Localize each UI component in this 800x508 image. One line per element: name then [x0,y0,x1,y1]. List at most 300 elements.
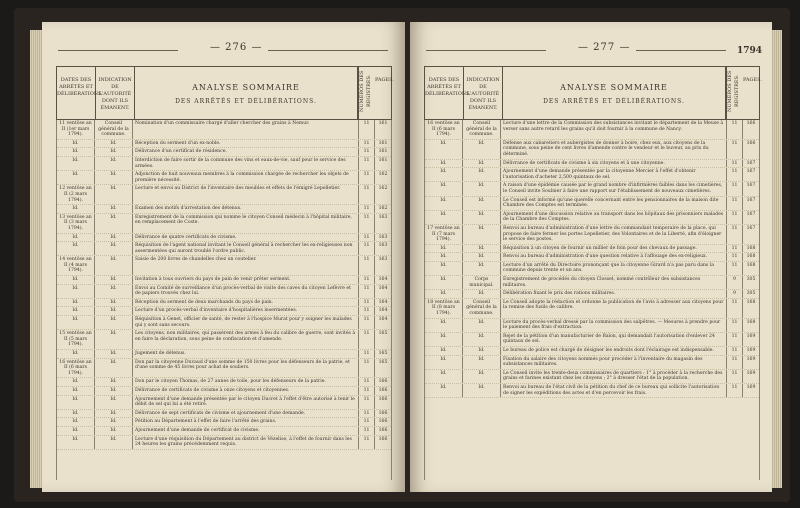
row-date: Id. [425,211,463,224]
row-date: Id. [57,140,95,148]
header-pages: PAGES. [375,77,394,83]
table-row [57,120,391,140]
row-page: 168 [746,254,756,260]
row-analysis: Défense aux cabaretiers et aubergistes de donner à boire, chez eux, aux citoyens de la commune, sous peine de cent livres d'amende contre le vendeur et le buveur, au prix du déterminé. [501,140,727,159]
row-page: 164 [378,285,388,291]
table-row [57,214,391,234]
row-page: 167 [746,183,756,189]
row-date: Id. [425,253,463,261]
row-date: Id. [57,387,95,395]
row-register: 11 [359,276,375,284]
row-analysis: Invitation à tous ouvriers du pays de pain de venir prêter serment. [133,276,359,284]
row-authority: Id. [463,225,501,244]
row-analysis: Réquisition à un citoyen de fournir un millier de foin pour des chevaux de passage. [501,245,727,253]
row-authority: Id. [463,347,501,355]
row-register: 11 [727,347,743,355]
row-register: 11 [727,299,743,318]
row-page: 162 [378,172,388,178]
row-authority: Id. [463,319,501,332]
page-number: — 277 — [578,42,631,53]
row-date: Id. [425,168,463,181]
row-page: 164 [378,317,388,323]
row-date: Id. [57,396,95,409]
row-analysis: Examen des motifs d'arrestation des détenus. [133,205,359,213]
table-row [425,347,759,356]
row-date: 14 ventôse an II (4 mars 1794). [57,256,95,275]
row-date: 12 ventôse an II (2 mars 1794). [57,185,95,204]
row-register: 11 [359,171,375,184]
row-authority: Id. [95,316,133,329]
row-analysis: Réquisition de l'agent national invitant le Conseil général à rechercher les ex-religieuses non assermentées qui auront troublé l'ordre public. [133,242,359,255]
row-analysis: Lecture d'une réquisition du Département au district de Vézelise, à l'effet de fournir dans les 24 heures les grains précédemment requis. [133,436,359,449]
row-date: Id. [425,160,463,168]
row-page: 305 [746,277,756,283]
table-row [57,396,391,410]
row-register: 9 [727,290,743,298]
row-analysis: Ajournement d'une discussion relative au transport dans les hôpitaux des prisonniers malades de la Chambre des Comptes. [501,211,727,224]
table-row [425,211,759,225]
row-page: 167 [746,197,756,203]
row-date: Id. [57,418,95,426]
row-page: 169 [746,348,756,353]
table-row [57,307,391,316]
table-row [425,370,759,384]
row-register: 11 [727,333,743,346]
row-page: 161 [378,157,388,163]
row-register: 11 [727,319,743,332]
row-register: 11 [359,410,375,418]
row-analysis: Les citoyens, non militaires, qui passèrent des armes à feu du calibre de guerre, sont invités à en faire la déclaration, sous peine de confiscation et d'amende. [133,330,359,349]
page-number: — 276 — [210,42,263,53]
row-authority: Conseil général de la commune. [463,299,501,318]
row-page: 166 [378,379,388,385]
left-page [42,22,405,492]
row-analysis: Interdiction de faire sortir de la commune des vins et eaux-de-vie, sauf pour le service des armées. [133,157,359,170]
row-page: 169 [746,370,756,376]
row-page: 163 [378,257,388,263]
row-analysis: Le Conseil est informé qu'une querelle concernant entre les pensionnaires de la maison dite Chambre des Comptes est terminée. [501,197,727,210]
row-analysis: Renvoi au bureau d'administration d'une question relative à l'affouage des ex-religieux. [501,253,727,261]
row-analysis: Rejet de la pétition d'un manufacturier de Baïon, qui demandait l'autorisation d'enlever 24 quintaux de sel. [501,333,727,346]
row-register: 11 [359,234,375,242]
row-analysis: Lecture et envoi au District de l'inventaire des meubles et effets de l'émigré Lepelletier. [133,185,359,204]
row-register: 11 [359,256,375,275]
row-register: 11 [359,205,375,213]
row-authority: Id. [95,171,133,184]
row-date: Id. [425,182,463,195]
row-date: Id. [57,307,95,315]
row-analysis: Renvoi au bureau d'administration d'une lettre du commandant temporaire de la place, qui propose de faire fermer les portes Lepelletier, des Volontaires et de la Liberté, afin d'éloigner le service des postes. [501,225,727,244]
row-date: 13 ventôse an II (3 mars 1794). [57,214,95,233]
header-analyse-title: ANALYSE SOMMAIRE [192,83,300,92]
row-register: 11 [727,245,743,253]
row-register: 11 [727,370,743,383]
row-page: 161 [378,140,388,146]
row-page: 164 [378,299,388,305]
row-authority: Id. [463,197,501,210]
table-row [57,316,391,330]
row-page: 163 [378,243,388,249]
row-authority: Id. [463,290,501,298]
row-authority: Id. [463,168,501,181]
table-row [57,359,391,379]
table-row [57,330,391,350]
row-page: 169 [746,356,756,362]
table-row [425,197,759,211]
table-row [57,387,391,396]
row-authority: Id. [463,356,501,369]
row-date: Id. [57,436,95,449]
row-analysis: Envoi au Comité de surveillance d'un procès-verbal de visite des caves du citoyen Lefèvre et de papiers trouvés chez lui. [133,285,359,298]
row-register: 11 [359,148,375,156]
table-header [424,66,760,120]
row-date: Id. [425,290,463,298]
table-row [425,319,759,333]
row-date: 17 ventôse an II (7 mars 1794). [425,225,463,244]
row-analysis: Lecture d'un procès-verbal d'inventaire d'hospitalières insermentées. [133,307,359,315]
row-authority: Id. [95,387,133,395]
row-date: Id. [57,205,95,213]
table-row [57,242,391,256]
row-authority: Id. [95,185,133,204]
row-analysis: Ajournement d'une demande de certificat de civisme. [133,427,359,435]
row-authority: Id. [95,299,133,307]
row-page: 166 [746,121,756,126]
row-page: 167 [746,225,756,231]
table-row [57,185,391,205]
row-authority: Id. [463,160,501,168]
row-register: 11 [727,262,743,275]
header-analyse-sub: DES ARRÊTÉS ET DÉLIBÉRATIONS. [543,98,685,105]
header-dates: DATES DES ARRÊTÉS ET DÉLIBÉRATIONS. [57,67,96,119]
row-register: 11 [727,253,743,261]
header-analyse-sub: DES ARRÊTÉS ET DÉLIBÉRATIONS. [175,98,317,105]
row-date: Id. [425,276,463,289]
row-register: 11 [359,350,375,358]
table-row [57,256,391,276]
row-analysis: Réquisition à Genet, officier de santé, de rester à l'hospice Murat pour y soigner les malades qui y sont sans secours. [133,316,359,329]
header-rule [426,50,546,51]
row-page: 166 [378,387,388,393]
table-row [425,245,759,254]
row-date: Id. [425,197,463,210]
row-authority: Id. [95,330,133,349]
row-register: 11 [359,378,375,386]
row-register: 11 [359,359,375,378]
table-row [425,384,759,398]
row-page: 168 [746,299,756,305]
row-analysis: A raison d'une épidémie causée par le grand nombre d'infirmières faibles dans les cimetières, le Conseil invite Soulnier à faire une rapport sur l'établissement de nouveaux cimetières. [501,182,727,195]
row-date: Id. [57,148,95,156]
row-register: 11 [359,418,375,426]
row-authority: Id. [95,148,133,156]
row-analysis: Lecture d'une lettre de la Commission des subsistances invitant le département de la Meuse à verser sans autre retard les grains qu'il doit fournir à la commune de Nancy. [501,120,727,139]
table-row [425,299,759,319]
row-date: Id. [425,347,463,355]
row-authority: Id. [95,205,133,213]
row-date: Id. [57,427,95,435]
table-header [56,66,392,120]
row-authority: Id. [95,234,133,242]
row-register: 9 [727,276,743,289]
header-numeros: NUMÉROS DES REGISTRES. [726,67,743,119]
row-authority: Id. [95,427,133,435]
row-authority: Id. [463,384,501,397]
table-row [425,333,759,347]
header-numeros: NUMÉROS DES REGISTRES. [358,67,375,119]
row-authority: Id. [95,140,133,148]
row-authority: Id. [95,242,133,255]
right-page [410,22,772,492]
row-register: 11 [359,387,375,395]
table-row [425,182,759,196]
row-authority: Id. [95,285,133,298]
table-row [57,410,391,419]
row-date: Id. [57,350,95,358]
row-date: Id. [425,356,463,369]
row-authority: Id. [95,350,133,358]
row-page: 163 [378,234,388,240]
table-row [57,234,391,243]
table-row [57,276,391,285]
row-authority: Id. [463,140,501,159]
table-row [425,120,759,140]
row-date: Id. [57,234,95,242]
row-authority: Id. [95,276,133,284]
row-page: 164 [378,308,388,314]
header-rule [58,50,178,51]
row-analysis: Ajournement d'une demande présentée par la citoyenne Mercier à l'effet d'obtenir l'autorisation d'acheter 2,500 quintaux de sel. [501,168,727,181]
row-register: 11 [359,120,375,139]
row-authority: Id. [463,211,501,224]
table-row [425,276,759,290]
header-indication: INDICATION DE L'AUTORITÉ DONT ILS ÉMANENT. [464,67,503,119]
row-date: Id. [425,262,463,275]
header-pages: PAGES. [743,77,762,83]
row-register: 11 [359,427,375,435]
row-date: Id. [57,242,95,255]
row-authority: Id. [95,436,133,449]
row-analysis: Jugement de détenus. [133,350,359,358]
row-authority: Id. [463,333,501,346]
row-page: 166 [378,436,388,442]
row-date: 15 ventôse an II (5 mars 1794). [57,330,95,349]
row-analysis: Saisie de 200 livres de chandelles chez un coutelier. [133,256,359,275]
row-analysis: Le Conseil adopte la rédaction et ordonne la publication de l'avis à adresser aux citoyens pour la remise des fusils de calibre. [501,299,727,318]
row-analysis: Délivrance de certificats de civisme à six citoyens et à une citoyenne. [501,160,727,168]
row-page: 162 [378,206,388,212]
row-analysis: Délivrance de sept certificats de civisme et ajournement d'une demande. [133,410,359,418]
row-register: 11 [727,140,743,159]
row-register: 11 [727,356,743,369]
header-rule [636,50,726,51]
row-date: Id. [425,384,463,397]
table-row [425,160,759,169]
row-register: 11 [359,157,375,170]
row-page: 169 [746,384,756,390]
header-analyse-title: ANALYSE SOMMAIRE [560,83,668,92]
row-page: 165 [378,331,388,337]
row-date: Id. [57,316,95,329]
row-authority: Id. [95,418,133,426]
row-register: 11 [727,120,743,139]
row-register: 11 [727,384,743,397]
table-row [57,436,391,450]
row-analysis: Réception du serment d'un ex-noble. [133,140,359,148]
header-indication: INDICATION DE L'AUTORITÉ DONT ILS ÉMANENT. [96,67,135,119]
row-authority: Id. [95,214,133,233]
row-page: 166 [746,140,756,146]
row-page: 167 [746,169,756,175]
row-page: 165 [378,351,388,356]
row-date: Id. [425,140,463,159]
row-analysis: Don par le citoyen Thomas, de 27 aunes de toile, pour les défenseurs de la patrie. [133,378,359,386]
row-page: 161 [378,121,388,126]
table-body [56,120,392,480]
header-dates: DATES DES ARRÊTÉS ET DÉLIBÉRATIONS. [425,67,464,119]
row-authority: Id. [463,253,501,261]
row-page: 168 [746,245,756,251]
row-analysis: Délibération fixant le prix des rations militaires. [501,290,727,298]
row-page: 166 [378,396,388,402]
row-date: 16 ventôse an II (6 mars 1794). [425,120,463,139]
row-date: Id. [57,299,95,307]
row-date: 18 ventôse an II (8 mars 1794). [425,299,463,318]
row-date: Id. [57,285,95,298]
table-row [425,356,759,370]
row-register: 11 [359,316,375,329]
header-analyse [503,67,726,119]
row-analysis: Adjonction de huit nouveaux membres à la commission chargée de rechercher les objets de première nécessité. [133,171,359,184]
row-register: 11 [359,140,375,148]
row-analysis: Lecture du procès-verbal dressé par la commission des salpêtres. — Mesures à prendre pour le paiement des frais d'extraction. [501,319,727,332]
open-book [14,8,790,502]
row-register: 11 [727,182,743,195]
row-date: Id. [57,410,95,418]
row-authority: Id. [95,307,133,315]
row-page: 169 [746,333,756,339]
table-row [425,290,759,299]
table-row [57,140,391,149]
row-authority: Conseil général de la commune. [463,120,501,139]
row-analysis: Le bureau de police est chargé de désigner les endroits dont l'éclairage est indispensable. [501,347,727,355]
row-register: 11 [727,197,743,210]
row-page: 163 [378,214,388,220]
table-row [57,299,391,308]
row-page: 167 [746,211,756,217]
row-date: 16 ventôse an II (6 mars 1794). [57,359,95,378]
row-register: 11 [359,242,375,255]
row-authority: Id. [463,182,501,195]
row-page: 166 [378,410,388,416]
row-authority: Corps municipal. [463,276,501,289]
row-authority: Id. [463,245,501,253]
row-register: 11 [359,185,375,204]
row-authority: Id. [95,157,133,170]
row-page: 162 [378,186,388,192]
row-authority: Id. [463,370,501,383]
row-page: 305 [746,291,756,297]
row-date: Id. [425,370,463,383]
row-date: Id. [57,157,95,170]
row-register: 11 [727,160,743,168]
row-date: Id. [425,319,463,332]
row-authority: Id. [95,359,133,378]
table-row [425,140,759,160]
row-page: 168 [746,319,756,325]
row-register: 11 [359,436,375,449]
row-analysis: Ajournement d'une demande présentée par le citoyen Ducret à l'effet d'être autorisé à tenir le débit de sel qui lui a été retiré. [133,396,359,409]
page-year: 1794 [736,46,762,56]
row-date: Id. [425,245,463,253]
table-row [57,171,391,185]
table-row [57,148,391,157]
row-register: 11 [359,396,375,409]
row-analysis: Délivrance de certificats de civisme à onze citoyens et citoyennes. [133,387,359,395]
row-authority: Id. [95,396,133,409]
table-row [425,168,759,182]
row-date: Id. [57,378,95,386]
row-date: Id. [57,276,95,284]
row-analysis: Renvoi au bureau de l'état civil de la pétition du chef de ce bureau qui sollicite l'autorisation de signer les expéditions des actes et d'en percevoir les frais. [501,384,727,397]
row-register: 11 [727,168,743,181]
table-row [57,350,391,359]
row-register: 11 [359,214,375,233]
table-row [57,427,391,436]
row-authority: Conseil général de la commune. [95,120,133,139]
row-date: Id. [425,333,463,346]
row-page: 166 [378,419,388,425]
table-row [57,205,391,214]
row-authority: Id. [95,378,133,386]
row-register: 11 [359,307,375,315]
row-authority: Id. [463,262,501,275]
table-row [425,225,759,245]
row-analysis: Fixation du salaire des citoyens nommés pour procéder à l'inventaire du magasin des subsistances militaires. [501,356,727,369]
table-row [57,285,391,299]
row-analysis: Délivrance de quatre certificats de civisme. [133,234,359,242]
row-authority: Id. [95,256,133,275]
row-analysis: Enregistrement de procédés du citoyen Closset, nommé contrôleur des subsistances militaires. [501,276,727,289]
row-analysis: Réception du serment de deux marchands du pays de pain. [133,299,359,307]
header-analyse [135,67,358,119]
row-analysis: Don par la citoyenne Duvaud d'une somme de 150 livres pour les défenseurs de la patrie, et d'une somme de 45 livres pour achat de souliers. [133,359,359,378]
row-register: 11 [359,330,375,349]
row-register: 11 [359,299,375,307]
row-page: 168 [746,262,756,268]
row-page: 167 [746,160,756,166]
row-page: 164 [378,277,388,283]
row-analysis: Lecture d'un arrêté du Directoire prononçant que la citoyenne Girard n'a pas paru dans la commune depuis trente et un ans. [501,262,727,275]
header-rule [268,50,388,51]
row-date: Id. [57,171,95,184]
row-analysis: Pétition au Département à l'effet de faire l'arrêté des grains. [133,418,359,426]
row-analysis: Le Conseil invite les trente-deux commissaires de quartiers : 1° à procéder à la recherche des grains et farines existant chez les citoyens ; 2° à dresser l'état de la population. [501,370,727,383]
table-row [57,157,391,171]
row-authority: Id. [95,410,133,418]
row-register: 11 [359,285,375,298]
table-body [424,120,760,480]
table-row [57,418,391,427]
table-row [425,262,759,276]
row-page: 161 [378,149,388,155]
table-row [57,378,391,387]
row-page: 165 [378,359,388,365]
row-page: 166 [378,427,388,433]
table-row [425,253,759,262]
row-register: 11 [727,225,743,244]
row-analysis: Délivrance d'un certificat de résidence. [133,148,359,156]
